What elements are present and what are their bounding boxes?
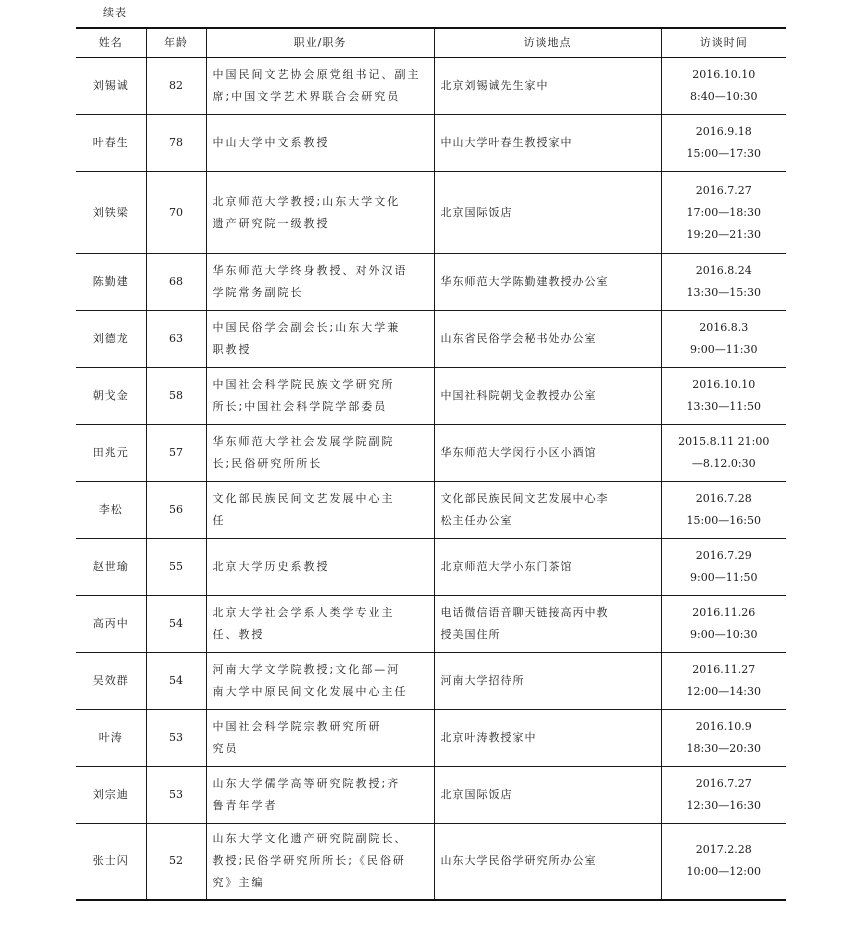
cell-time: [661, 172, 786, 254]
place-line: 中山大学叶春生教授家中: [440, 136, 573, 149]
role-line: 山东大学文化遗产研究院副院长、: [212, 832, 408, 846]
time-line: 9:00—10:30: [690, 628, 758, 641]
cell-place: [434, 482, 661, 539]
place-line: 山东大学民俗学研究所办公室: [440, 854, 597, 868]
cell-name: 刘德龙: [76, 311, 146, 368]
cell-role: [206, 710, 434, 767]
place-line: 北京国际饭店: [440, 205, 513, 219]
cell-name: 刘宗迪: [76, 767, 146, 824]
cell-role: [206, 368, 434, 425]
cell-age: 55: [146, 539, 206, 596]
cell-role: [206, 58, 434, 115]
cell-name: 陈勤建: [76, 254, 146, 311]
cell-time: [661, 710, 786, 767]
time-line: 18:30—20:30: [686, 742, 761, 755]
cell-place: [434, 539, 661, 596]
cell-role: [206, 824, 434, 900]
cell-place: [434, 311, 661, 368]
cell-time: [661, 596, 786, 653]
cell-time: [661, 115, 786, 172]
cell-role: [206, 254, 434, 311]
time-line: 13:30—11:50: [686, 400, 761, 413]
header-role: 职业/职务: [206, 28, 434, 58]
role-line: 中国社会科学院宗教研究所研: [212, 720, 382, 733]
role-line: 南大学中原民间文化发展中心主任: [212, 685, 408, 698]
time-line: 2017.2.28: [695, 843, 752, 857]
header-place: 访谈地点: [434, 28, 661, 58]
role-line: 山东大学儒学高等研究院教授;齐: [212, 777, 401, 790]
time-line: 2016.9.18: [695, 125, 752, 138]
role-line: 中国社会科学院民族文学研究所: [212, 378, 395, 391]
place-line: 北京叶涛教授家中: [440, 731, 537, 744]
cell-name: 田兆元: [76, 425, 146, 482]
table-row: [76, 425, 786, 482]
cell-name: 赵世瑜: [76, 539, 146, 596]
table-row: [76, 596, 786, 653]
role-line: 鲁青年学者: [212, 799, 278, 812]
cell-place: [434, 824, 661, 900]
time-line: 2016.11.26: [692, 606, 756, 619]
cell-place: [434, 596, 661, 653]
table-row: [76, 824, 786, 900]
cell-place: [434, 254, 661, 311]
time-line: 2016.11.27: [692, 663, 756, 676]
role-line: 任: [212, 514, 226, 527]
cell-time: [661, 824, 786, 900]
place-line: 山东省民俗学会秘书处办公室: [440, 332, 597, 345]
time-line: 2016.8.3: [699, 321, 749, 334]
cell-place: [434, 58, 661, 115]
table-row: [76, 254, 786, 311]
role-line: 河南大学文学院教授;文化部—河: [212, 663, 401, 676]
cell-time: [661, 425, 786, 482]
role-line: 文化部民族民间文艺发展中心主: [212, 492, 395, 505]
time-line: 12:00—14:30: [686, 685, 761, 698]
cell-age: 78: [146, 115, 206, 172]
time-line: 15:00—17:30: [686, 147, 761, 160]
header-time: 访谈时间: [661, 28, 786, 58]
place-line: 授美国住所: [440, 628, 501, 641]
role-line: 北京师范大学教授;山东大学文化: [212, 194, 401, 208]
cell-age: 56: [146, 482, 206, 539]
cell-role: [206, 539, 434, 596]
cell-role: [206, 425, 434, 482]
cell-age: 63: [146, 311, 206, 368]
cell-time: [661, 482, 786, 539]
table-body: [76, 58, 786, 900]
cell-name: 朝戈金: [76, 368, 146, 425]
place-line: 北京国际饭店: [440, 788, 513, 801]
time-line: 19:20—21:30: [686, 227, 761, 241]
table-row: [76, 311, 786, 368]
cell-age: 54: [146, 653, 206, 710]
time-line: 2016.10.10: [692, 378, 756, 391]
role-line: 北京大学历史系教授: [212, 560, 330, 573]
cell-role: [206, 596, 434, 653]
cell-place: [434, 115, 661, 172]
header-age: 年龄: [146, 28, 206, 58]
place-line: 华东师范大学闵行小区小酒馆: [440, 446, 597, 459]
table-row: [76, 710, 786, 767]
cell-age: 68: [146, 254, 206, 311]
cell-place: [434, 767, 661, 824]
cell-name: 吴效群: [76, 653, 146, 710]
table-row: [76, 539, 786, 596]
cell-place: [434, 425, 661, 482]
time-line: 15:00—16:50: [686, 514, 761, 527]
role-line: 所长;中国社会科学院学部委员: [212, 400, 388, 413]
role-line: 华东师范大学终身教授、对外汉语: [212, 264, 408, 277]
cell-time: [661, 58, 786, 115]
table-row: [76, 653, 786, 710]
time-line: 2016.10.10: [692, 68, 756, 81]
cell-role: [206, 311, 434, 368]
role-line: 遗产研究院一级教授: [212, 216, 330, 230]
table-caption: 续表: [103, 6, 127, 19]
role-line: 中国民俗学会副会长;山东大学兼: [212, 321, 401, 334]
cell-age: 54: [146, 596, 206, 653]
place-line: 中国社科院朝戈金教授办公室: [440, 389, 597, 402]
cell-time: [661, 254, 786, 311]
cell-age: 70: [146, 172, 206, 254]
cell-name: 高丙中: [76, 596, 146, 653]
cell-place: [434, 653, 661, 710]
role-line: 中国民间文艺协会原党组书记、副主: [212, 68, 421, 81]
table-row: [76, 115, 786, 172]
place-line: 文化部民族民间文艺发展中心李: [440, 492, 609, 505]
cell-place: [434, 710, 661, 767]
cell-age: 52: [146, 824, 206, 900]
table-row: [76, 368, 786, 425]
cell-age: 82: [146, 58, 206, 115]
role-line: 席;中国文学艺术界联合会研究员: [212, 90, 401, 103]
table-row: [76, 767, 786, 824]
cell-age: 53: [146, 710, 206, 767]
time-line: 2016.7.29: [695, 549, 752, 562]
time-line: 8:40—10:30: [690, 90, 758, 103]
cell-time: [661, 311, 786, 368]
role-line: 任、教授: [212, 628, 265, 641]
cell-role: [206, 653, 434, 710]
cell-name: 叶涛: [76, 710, 146, 767]
table-row: [76, 172, 786, 254]
cell-time: [661, 539, 786, 596]
time-line: 17:00—18:30: [686, 205, 761, 219]
cell-time: [661, 653, 786, 710]
cell-name: 刘铁梁: [76, 172, 146, 254]
cell-name: 李松: [76, 482, 146, 539]
role-line: 学院常务副院长: [212, 286, 304, 299]
cell-place: [434, 368, 661, 425]
cell-role: [206, 172, 434, 254]
place-line: 电话微信语音聊天链接高丙中教: [440, 606, 609, 619]
place-line: 河南大学招待所: [440, 674, 525, 687]
time-line: 2016.7.27: [695, 183, 752, 197]
cell-time: [661, 368, 786, 425]
time-line: 12:30—16:30: [686, 799, 761, 812]
header-row: [76, 28, 786, 58]
time-line: 2016.7.28: [695, 492, 752, 505]
role-line: 中山大学中文系教授: [212, 136, 330, 149]
time-line: 13:30—15:30: [686, 286, 761, 299]
role-line: 长;民俗研究所所长: [212, 457, 323, 470]
time-line: 9:00—11:30: [690, 343, 758, 356]
role-line: 究》主编: [212, 876, 265, 890]
table-header: [76, 28, 786, 58]
cell-name: 刘锡诚: [76, 58, 146, 115]
time-line: 2016.10.9: [695, 720, 752, 733]
cell-place: [434, 172, 661, 254]
role-line: 教授;民俗学研究所所长;《民俗研: [212, 854, 406, 868]
cell-age: 57: [146, 425, 206, 482]
time-line: 2016.7.27: [695, 777, 752, 790]
cell-time: [661, 767, 786, 824]
time-line: 9:00—11:50: [690, 571, 758, 584]
header-name: 姓名: [76, 28, 146, 58]
time-line: 2015.8.11 21:00: [678, 435, 770, 448]
cell-role: [206, 767, 434, 824]
role-line: 职教授: [212, 343, 252, 356]
cell-name: 张士闪: [76, 824, 146, 900]
cell-name: 叶春生: [76, 115, 146, 172]
cell-role: [206, 482, 434, 539]
table-row: [76, 482, 786, 539]
role-line: 华东师范大学社会发展学院副院: [212, 435, 395, 448]
place-line: 北京师范大学小东门茶馆: [440, 560, 573, 573]
time-line: 10:00—12:00: [686, 865, 761, 879]
place-line: 松主任办公室: [440, 514, 513, 527]
cell-age: 53: [146, 767, 206, 824]
time-line: —8.12.0:30: [691, 457, 756, 470]
place-line: 华东师范大学陈勤建教授办公室: [440, 275, 609, 288]
place-line: 北京刘锡诚先生家中: [440, 79, 549, 92]
time-line: 2016.8.24: [695, 264, 752, 277]
interview-table: [76, 27, 786, 901]
cell-role: [206, 115, 434, 172]
role-line: 北京大学社会学系人类学专业主: [212, 606, 395, 619]
cell-age: 58: [146, 368, 206, 425]
role-line: 究员: [212, 742, 239, 755]
table-row: [76, 58, 786, 115]
